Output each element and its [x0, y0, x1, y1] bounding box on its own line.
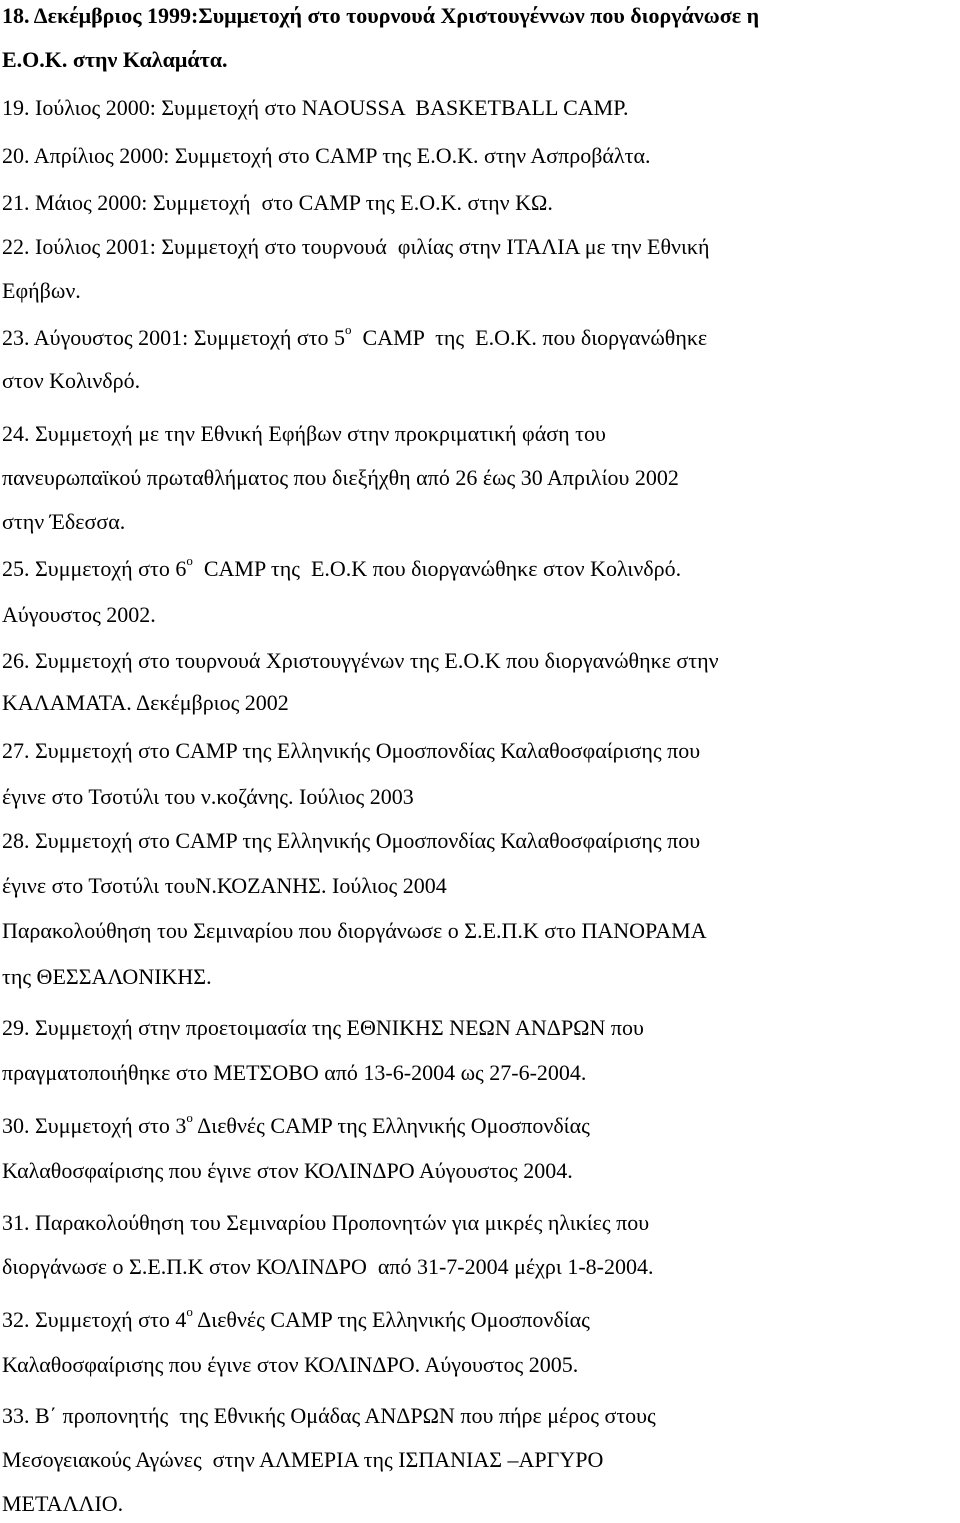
text-line: 32. Συμμετοχή στο $4^o$ Διεθνές CAMP της Ελληνικής Ομοσπονδίας: [2, 1304, 590, 1332]
text-line: πραγματοποιήθηκε στο ΜΕΤΣΟΒΟ από 13-6-2004 ως 27-6-2004.: [2, 1060, 587, 1085]
text-line: στην Έδεσσα.: [2, 509, 126, 534]
text-line: 30. Συμμετοχή στο $3^o$ Διεθνές CAMP της Ελληνικής Ομοσπονδίας: [2, 1110, 590, 1138]
text-line: 26. Συμμετοχή στο τουρνουά Χριστουγγένων της Ε.Ο.Κ που διοργανώθηκε στην: [2, 648, 719, 673]
text-line: 24. Συμμετοχή με την Εθνική Εφήβων στην προκριματική φάση του: [2, 421, 606, 446]
text-line: έγινε στο Τσοτύλι τουΝ.ΚΟΖΑΝΗΣ. Ιούλιος 2004: [2, 873, 447, 898]
text-line: ΜΕΤΑΛΛΙΟ.: [2, 1491, 124, 1516]
text-line: 27. Συμμετοχή στο CAMP της Ελληνικής Ομοσπονδίας Καλαθοσφαίρισης που: [2, 738, 701, 763]
text-line: Μεσογειακούς Αγώνες στην ΑΛΜΕΡΙΑ της ΙΣΠΑΝΙΑΣ –ΑΡΓΥΡΟ: [2, 1447, 604, 1472]
text-line: Καλαθοσφαίρισης που έγινε στον ΚΟΛΙΝΔΡΟ Αύγουστος 2004.: [2, 1158, 573, 1183]
text-line: 29. Συμμετοχή στην προετοιμασία της ΕΘΝΙΚΗΣ ΝΕΩΝ ΑΝΔΡΩΝ που: [2, 1015, 644, 1040]
text-line: στον Κολινδρό.: [2, 368, 141, 393]
text-line: έγινε στο Τσοτύλι του ν.κοζάνης. Ιούλιος 2003: [2, 784, 414, 809]
text-line: διοργάνωσε ο Σ.Ε.Π.Κ στον ΚΟΛΙΝΔΡΟ από 31-7-2004 μέχρι 1-8-2004.: [2, 1254, 654, 1279]
text-line: ΚΑΛΑΜΑΤΑ. Δεκέμβριος 2002: [2, 690, 289, 715]
text-line: 25. Συμμετοχή στο $6^o$ CAMP της Ε.Ο.Κ που διοργανώθηκε στον Κολινδρό.: [2, 553, 682, 581]
text-line: 31. Παρακολούθηση του Σεμιναρίου Προπονητών για μικρές ηλικίες που: [2, 1210, 650, 1235]
text-line: Καλαθοσφαίρισης που έγινε στον ΚΟΛΙΝΔΡΟ. Αύγουστος 2005.: [2, 1352, 579, 1377]
text-line: Ε.Ο.Κ. στην Καλαμάτα.: [2, 47, 228, 72]
text-line: 22. Ιούλιος 2001: Συμμετοχή στο τουρνουά φιλίας στην ΙΤΑΛΙΑ με την Εθνική: [2, 234, 710, 259]
text-line: Αύγουστος 2002.: [2, 602, 156, 627]
text-line: 28. Συμμετοχή στο CAMP της Ελληνικής Ομοσπονδίας Καλαθοσφαίρισης που: [2, 828, 701, 853]
text-line: 21. Μάιος 2000: Συμμετοχή στο CAMP της Ε.Ο.Κ. στην ΚΩ.: [2, 190, 553, 215]
text-line: 33. Β΄ προπονητής της Εθνικής Ομάδας ΑΝΔΡΩΝ που πήρε μέρος στους: [2, 1403, 656, 1428]
text-line: πανευρωπαϊκού πρωταθλήματος που διεξήχθη από 26 έως 30 Απριλίου 2002: [2, 465, 679, 490]
text-line: της ΘΕΣΣΑΛΟΝΙΚΗΣ.: [2, 964, 212, 989]
text-line: 20. Απρίλιος 2000: Συμμετοχή στο CAMP της Ε.Ο.Κ. στην Ασπροβάλτα.: [2, 143, 651, 168]
text-line: Εφήβων.: [2, 278, 81, 303]
text-line: 18. Δεκέμβριος 1999:Συμμετοχή στο τουρνουά Χριστουγέννων που διοργάνωσε η: [2, 3, 760, 28]
text-line: Παρακολούθηση του Σεμιναρίου που διοργάνωσε ο Σ.Ε.Π.Κ στο ΠΑΝΟΡΑΜΑ: [2, 918, 707, 943]
text-line: 19. Ιούλιος 2000: Συμμετοχή στο NAOUSSA BASKETBALL CAMP.: [2, 95, 629, 120]
text-line: 23. Αύγουστος 2001: Συμμετοχή στο $5^o$ CAMP της Ε.Ο.Κ. που διοργανώθηκε: [2, 322, 708, 350]
